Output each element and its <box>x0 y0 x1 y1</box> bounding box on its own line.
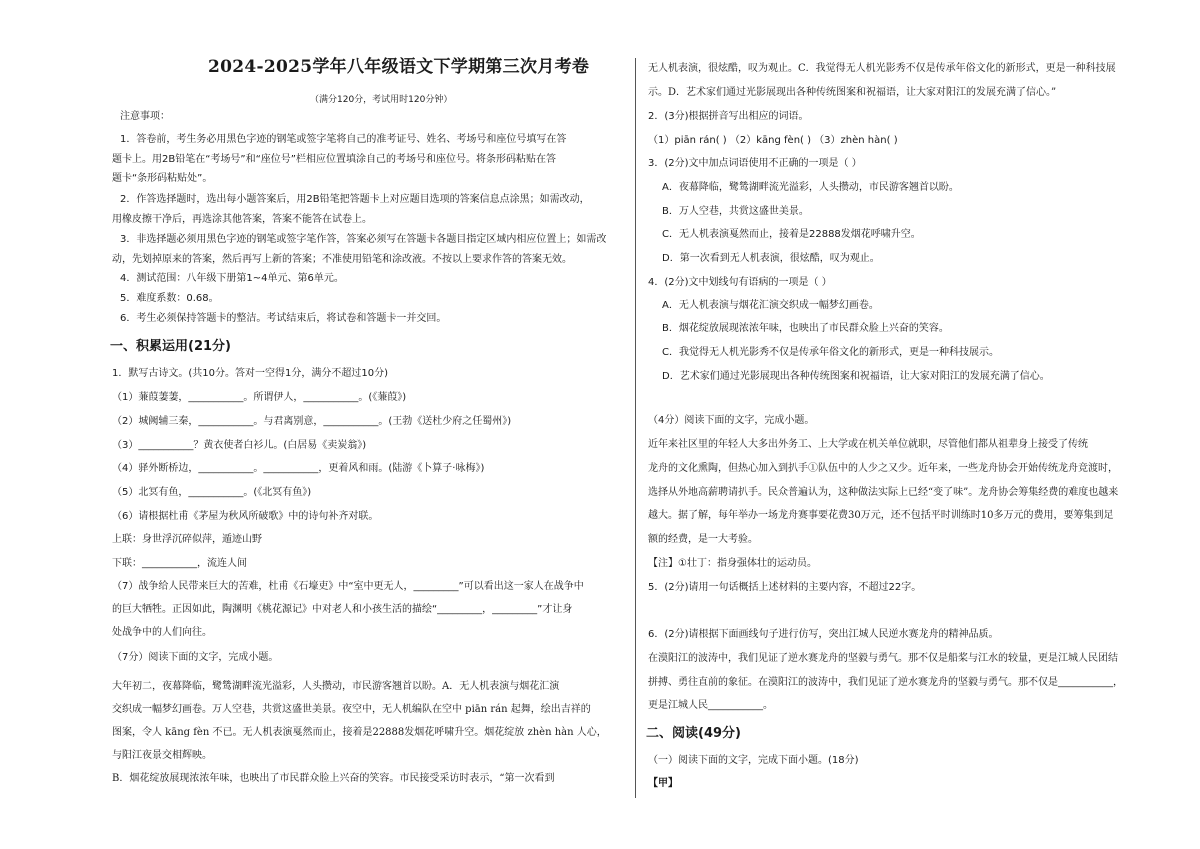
notice-line: 6．考生必须保持答题卡的整洁。考试结束后，将试卷和答题卡一并交回。 <box>120 313 447 324</box>
question-line: 的巨大牺牲。正因如此，陶渊明《桃花源记》中对老人和小孩生活的描绘“_________，_________”才让身 <box>112 604 573 615</box>
question-stem: 2．(3分)根据拼音写出相应的词语。 <box>648 111 809 122</box>
passage-line: 近年来社区里的年轻人大多出外务工、上大学或在机关单位就职，尽管他们都从祖辈身上接受了传统 <box>648 439 1088 450</box>
imitation-line: 更是江城人民___________。 <box>648 700 773 711</box>
footnote: 【注】①壮丁：指身强体壮的运动员。 <box>648 558 817 569</box>
question-line: 下联：___________，流连人间 <box>112 558 247 569</box>
notice-line: 4．测试范围：八年级下册第1~4单元、第6单元。 <box>120 273 344 284</box>
notice-heading: 注意事项： <box>120 111 170 122</box>
column-divider <box>635 58 636 798</box>
passage-line: 图案，令人 kāng fèn 不已。无人机表演戛然而止，接着是22888发烟花呼啸升空。烟花绽放 zhèn hàn 人心， <box>112 727 607 738</box>
question-line: （3）___________？黄衣使者白衫儿。(白居易《卖炭翁》) <box>112 440 367 451</box>
passage-line: B．烟花绽放展现浓浓年味，也映出了市民群众脸上兴奋的笑容。市民接受采访时表示，“第一次看到 <box>112 773 555 784</box>
question-line: （4）驿外断桥边，___________。___________，更着风和雨。(陆游《卜算子·咏梅》) <box>112 463 485 474</box>
question-line: 上联：身世浮沉碎似萍，遁迹山野 <box>112 534 262 545</box>
notice-line: 题卡“条形码粘贴处”。 <box>112 173 213 184</box>
question-line: （7分）阅读下面的文字，完成小题。 <box>112 652 279 663</box>
exam-title: 2024-2025学年八年级语文下学期第三次月考卷 <box>208 57 590 77</box>
option-line: D．艺术家们通过光影展现出各种传统图案和祝福语，让大家对阳江的发展充满了信心。 <box>662 371 1050 382</box>
question-line: （2）城阙辅三秦，___________。与君离别意，___________。(王勃《送杜少府之任蜀州》) <box>112 416 512 427</box>
option-line: B．万人空巷，共赏这盛世美景。 <box>662 206 809 217</box>
passage-line: 示。D．艺术家们通过光影展现出各种传统图案和祝福语，让大家对阳江的发展充满了信心。” <box>648 87 1057 98</box>
reading-intro: （4分）阅读下面的文字，完成小题。 <box>648 415 815 426</box>
passage-label: 【甲】 <box>648 778 678 789</box>
question-line: （7）战争给人民带来巨大的苦难，杜甫《石壕吏》中“室中更无人，_________”可以看出这一家人在战争中 <box>112 581 584 592</box>
option-line: C．无人机表演戛然而止，接着是22888发烟花呼啸升空。 <box>662 229 921 240</box>
question-stem: 4．(2分)文中划线句有语病的一项是（ ） <box>648 277 832 288</box>
passage-line: 无人机表演，很炫酷，叹为观止。C．我觉得无人机光影秀不仅是传承年俗文化的新形式，更是一种科技展 <box>648 63 1116 74</box>
notice-line: 1．答卷前，考生务必用黑色字迹的钢笔或签字笔将自己的准考证号、姓名、考场号和座位号填写在答 <box>120 134 567 145</box>
question-line: （1）蒹葭萋萋，___________。所谓伊人，___________。(《蒹葭》) <box>112 392 407 403</box>
notice-line: 动，先划掉原来的答案，然后再写上新的答案；不准使用铅笔和涂改液。不按以上要求作答的答案无效。 <box>112 254 572 265</box>
question-line: 处战争中的人们向往。 <box>112 627 212 638</box>
passage-line: 龙舟的文化熏陶，但热心加入到扒手①队伍中的人少之又少。近年来，一些龙舟协会开始传统龙舟竞渡时， <box>648 463 1118 474</box>
section-heading: 一、积累运用(21分) <box>110 339 231 354</box>
passage-line: 大年初二，夜幕降临，鹭鸶湖畔流光溢彩，人头攒动，市民游客翘首以盼。A．无人机表演与烟花汇演 <box>112 681 560 692</box>
notice-line: 5．难度系数：0.68。 <box>120 293 219 304</box>
exam-subtitle: （满分120分，考试用时120分钟） <box>310 95 453 105</box>
option-line: A．无人机表演与烟花汇演交织成一幅梦幻画卷。 <box>662 300 879 311</box>
imitation-line: 在漠阳江的波涛中，我们见证了逆水赛龙舟的坚毅与勇气。那不仅是船桨与江水的较量，更是江城人民团结 <box>648 653 1118 664</box>
notice-line: 3．非选择题必须用黑色字迹的钢笔或签字笔作答，答案必须写在答题卡各题目指定区域内相应位置上；如需改 <box>120 234 607 245</box>
notice-line: 题卡上。用2B铅笔在“考场号”和“座位号”栏相应位置填涂自己的考场号和座位号。将条形码粘贴在答 <box>112 154 556 165</box>
question-stem: 3．(2分)文中加点词语使用不正确的一项是（ ） <box>648 158 862 169</box>
question-line: （5）北冥有鱼，___________。(《北冥有鱼》) <box>112 487 312 498</box>
passage-line: 交织成一幅梦幻画卷。万人空巷，共赏这盛世美景。夜空中，无人机编队在空中 piān rán 起舞，绘出吉祥的 <box>112 704 591 715</box>
pinyin-items: （1）piān rán( ) （2）kāng fèn( ) （3）zhèn hàn( ) <box>648 135 898 146</box>
notice-line: 2．作答选择题时，选出每小题答案后，用2B铅笔把答题卡上对应题目选项的答案信息点涂黑；如需改动， <box>120 194 590 205</box>
passage-line: 越大。据了解，每年举办一场龙舟赛事要花费30万元，还不包括平时训练时10多万元的费用，要筹集到足 <box>648 510 1114 521</box>
question-line: 1．默写古诗文。(共10分。答对一空得1分，满分不超过10分) <box>112 368 388 379</box>
option-line: C．我觉得无人机光影秀不仅是传承年俗文化的新形式，更是一种科技展示。 <box>662 347 999 358</box>
notice-line: 用橡皮擦干净后，再选涂其他答案，答案不能答在试卷上。 <box>112 214 372 225</box>
option-line: D．第一次看到无人机表演，很炫酷，叹为观止。 <box>662 253 880 264</box>
question-stem: 5．(2分)请用一句话概括上述材料的主要内容，不超过22字。 <box>648 582 922 593</box>
section-heading: 二、阅读(49分) <box>646 726 741 741</box>
option-line: A．夜幕降临，鹭鸶湖畔流光溢彩，人头攒动，市民游客翘首以盼。 <box>662 182 959 193</box>
imitation-line: 拼搏、勇往直前的象征。在漠阳江的波涛中，我们见证了逆水赛龙舟的坚毅与勇气。那不仅是___________， <box>648 677 1123 688</box>
option-line: B．烟花绽放展现浓浓年味，也映出了市民群众脸上兴奋的笑容。 <box>662 323 949 334</box>
subsection-heading: （一）阅读下面的文字，完成下面小题。(18分) <box>648 755 859 766</box>
passage-line: 选择从外地高薪聘请扒手。民众普遍认为，这种做法实际上已经“变了味”。龙舟协会筹集经费的难度也越来 <box>648 487 1119 498</box>
passage-line: 与阳江夜景交相辉映。 <box>112 750 212 761</box>
question-line: （6）请根据杜甫《茅屋为秋风所破歌》中的诗句补齐对联。 <box>112 511 379 522</box>
question-stem: 6．(2分)请根据下面画线句子进行仿写，突出江城人民逆水赛龙舟的精神品质。 <box>648 629 999 640</box>
passage-line: 额的经费，是一大考验。 <box>648 534 758 545</box>
